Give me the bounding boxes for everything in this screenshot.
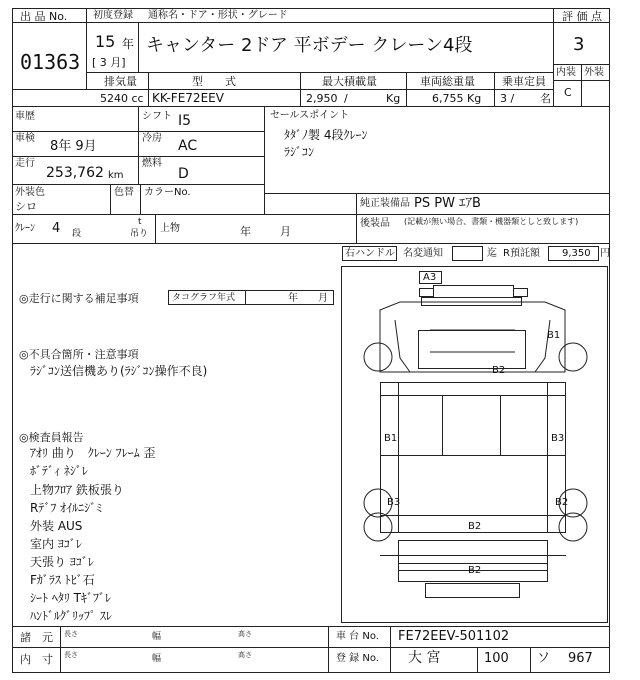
recycle-value: 9,350 <box>562 248 591 259</box>
tacho-label: タコグラフ年式 <box>172 293 236 303</box>
damage-mark: A3 <box>423 272 437 283</box>
fuel-value: D <box>178 166 189 182</box>
reg-year-unit: 年 <box>122 37 135 51</box>
dims-label: 諸 元 <box>20 631 53 644</box>
aftermarket-label: 後装品 <box>360 218 390 229</box>
interior-grade-label: 内装 <box>556 67 576 78</box>
inspector-line: ｼｰﾄ ﾍﾀﾘ Tｷﾞﾌﾞﾚ <box>30 591 111 605</box>
ac-value: AC <box>178 138 198 154</box>
damage-mark: B2 <box>555 497 569 508</box>
chassis-number: FE72EEV-501102 <box>398 629 510 644</box>
sales-line-1: ﾀﾀﾞﾉ製 4段ｸﾚｰﾝ <box>284 128 368 142</box>
gross-weight-label: 車両総重量 <box>420 75 475 88</box>
inspector-line: 外装 AUS <box>30 519 83 533</box>
inspector-line: ﾎﾞﾃﾞｨ ﾈｼﾞﾚ <box>30 464 88 478</box>
rental-label: 迄 <box>487 248 497 259</box>
inspector-line: Rﾃﾞﾌ ｵｲﾙﾆｼﾞﾐ <box>30 501 103 515</box>
inspector-line: Fｶﾞﾗｽ ﾄﾋﾞ石 <box>30 573 95 587</box>
history-label: 車歴 <box>15 111 35 122</box>
displacement-value: 5240 cc <box>100 92 144 105</box>
inspector-line: ﾊﾝﾄﾞﾙｸﾞﾘｯﾌﾟ ｽﾚ <box>30 609 112 623</box>
capacity-unit: 名 <box>540 92 551 105</box>
crane-steps: 4 <box>52 221 61 236</box>
defect-line-1: ﾗｼﾞｺﾝ送信機あり(ﾗｼﾞｺﾝ操作不良) <box>30 364 208 378</box>
recycle-unit: 円 <box>600 248 610 259</box>
reg-year: 15 <box>95 32 116 51</box>
overall-score: 3 <box>573 34 585 55</box>
score-label: 評 価 点 <box>562 10 602 23</box>
bed-year: 年 <box>240 225 251 238</box>
interior-length-label: 長さ <box>64 651 78 659</box>
interior-width-label: 幅 <box>152 654 162 664</box>
crane-steps-unit: 段 <box>72 229 82 239</box>
max-load-sep: / <box>344 92 348 105</box>
interior-dims-label: 内 寸 <box>20 653 53 666</box>
shift-value: I5 <box>178 113 192 129</box>
ext-color-label: 外装色 <box>15 187 45 198</box>
damage-mark: B2 <box>468 565 482 576</box>
rhd-badge: 右ハンドル <box>345 248 395 259</box>
name-change-label: 名変通知 <box>403 248 443 259</box>
inspector-line: 室内 ﾖｺﾞﾚ <box>30 537 82 551</box>
inspector-line: 上物ﾌﾛｱ 鉄板張り <box>30 483 124 497</box>
damage-mark: B2 <box>492 365 506 376</box>
max-load: 2,950 <box>306 92 338 105</box>
damage-mark: B1 <box>547 330 561 341</box>
max-load-label: 最大積載量 <box>322 75 377 88</box>
plate-class: 100 <box>484 651 509 666</box>
damage-mark: B1 <box>384 433 398 444</box>
ac-label: 冷房 <box>142 133 162 144</box>
mileage-value: 253,762 <box>46 165 104 181</box>
damage-mark: B2 <box>468 521 482 532</box>
displacement-label: 排気量 <box>104 75 137 88</box>
capacity-label: 乗車定員 <box>502 75 546 88</box>
lot-number: 01363 <box>20 50 81 74</box>
sales-point-label: セールスポイント <box>270 110 350 121</box>
model-label: 通称名・ドア・形状・グレード <box>148 10 288 21</box>
plate-kana: ソ <box>537 651 551 666</box>
first-reg-label: 初度登録 <box>93 10 133 21</box>
fuel-label: 燃料 <box>142 158 162 169</box>
interior-grade: C <box>564 86 572 99</box>
inspection-label: 車検 <box>15 133 35 144</box>
inspector-label: ◎検査員報告 <box>19 431 84 444</box>
plate-area: 大 宮 <box>408 650 441 666</box>
tacho-year: 年 <box>288 293 298 304</box>
height-label: 高さ <box>238 630 252 638</box>
model-code-label: 型 式 <box>192 75 236 88</box>
bed-month: 月 <box>280 225 291 238</box>
interior-height-label: 高さ <box>238 651 252 659</box>
inspector-line: ｱｵﾘ 曲り ｸﾚｰﾝ ﾌﾚｰﾑ 歪 <box>30 446 156 460</box>
defect-label: ◎不具合箇所・注意事項 <box>19 348 139 361</box>
reg-month: [ 3 月] <box>92 56 126 69</box>
crane-lift: 吊り <box>130 229 149 239</box>
max-load-unit: Kg <box>386 92 401 105</box>
shift-label: シフト <box>142 111 172 122</box>
equip-label: 純正装備品 <box>360 198 410 209</box>
crane-ton: t <box>138 217 142 227</box>
plate-label: 登 録 No. <box>336 653 379 664</box>
bed-label: 上物 <box>160 223 180 234</box>
tacho-month: 月 <box>318 293 328 304</box>
ext-color-value: シロ <box>15 200 37 213</box>
exterior-grade-label: 外装 <box>584 67 604 78</box>
driving-notes-label: ◎走行に関する補足事項 <box>19 292 139 305</box>
color-no-label2: カラーNo. <box>144 187 191 198</box>
vehicle-title: キャンター 2ドア 平ボデー クレーン4段 <box>146 35 473 56</box>
model-code: KK-FE72EEV <box>152 91 224 105</box>
damage-mark: B3 <box>551 433 565 444</box>
inspector-line: 天張り ﾖｺﾞﾚ <box>30 555 94 569</box>
crane-label: ｸﾚｰﾝ <box>15 223 35 234</box>
width-label: 幅 <box>152 632 162 642</box>
sales-line-2: ﾗｼﾞｺﾝ <box>284 145 315 159</box>
capacity: 3 / <box>500 92 515 105</box>
color-no-label: 色替 <box>114 187 134 198</box>
damage-mark: B3 <box>387 497 401 508</box>
gross-weight: 6,755 Kg <box>432 92 482 105</box>
mileage-label: 走行 <box>15 158 35 169</box>
plate-number: 967 <box>568 651 593 666</box>
recycle-label: R預託額 <box>503 248 540 259</box>
inspection-value: 8年 9月 <box>50 139 97 154</box>
aftermarket-note: (記載が無い場合、書類・機器類としと致します) <box>404 217 579 226</box>
lot-label: 出 品 No. <box>20 10 68 23</box>
length-label: 長さ <box>64 630 78 638</box>
equip-value: PS PW ｴｱB <box>414 196 481 211</box>
mileage-unit: km <box>108 170 124 181</box>
chassis-label: 車 台 No. <box>336 631 379 642</box>
